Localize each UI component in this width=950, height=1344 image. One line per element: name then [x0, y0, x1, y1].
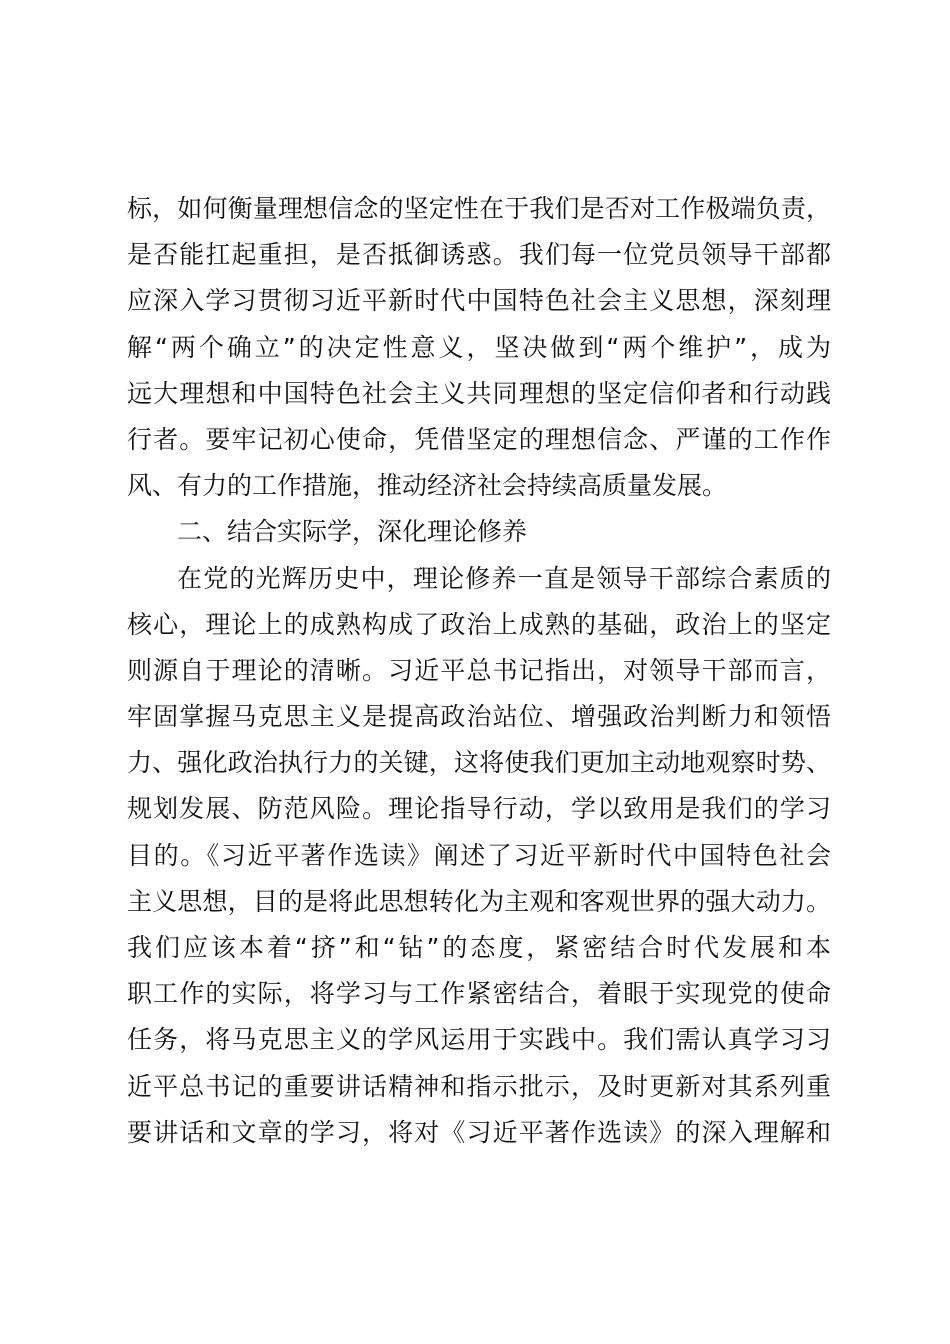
body-text [127, 186, 831, 1156]
text-line: 我们应该本着“挤”和“钻”的态度，紧密结合时代发展和本 [127, 933, 831, 962]
text-line: 规划发展、防范风险。理论指导行动，学以致用是我们的学习 [127, 794, 831, 824]
text-line: 要讲话和文章的学习，将对《习近平著作选读》的深入理解和 [127, 1117, 831, 1147]
text-line: 行者。要牢记初心使命，凭借坚定的理想信念、严谨的工作作 [127, 424, 831, 454]
text-line: 风、有力的工作措施，推动经济社会持续高质量发展。 [127, 471, 728, 501]
text-line: 职工作的实际，将学习与工作紧密结合，着眼于实现党的使命 [127, 979, 831, 1009]
text-line: 近平总书记的重要讲话精神和指示批示，及时更新对其系列重 [127, 1071, 831, 1101]
text-line: 则源自于理论的清晰。习近平总书记指出，对领导干部而言， [127, 655, 831, 685]
text-line: 任务，将马克思主义的学风运用于实践中。我们需认真学习习 [127, 1025, 831, 1055]
text-line: 主义思想，目的是将此思想转化为主观和客观世界的强大动力。 [127, 886, 831, 916]
text-line: 核心，理论上的成熟构成了政治上成熟的基础，政治上的坚定 [127, 609, 831, 639]
text-line: 远大理想和中国特色社会主义共同理想的坚定信仰者和行动践 [127, 378, 831, 408]
text-line: 标，如何衡量理想信念的坚定性在于我们是否对工作极端负责， [127, 194, 831, 223]
text-line: 应深入学习贯彻习近平新时代中国特色社会主义思想，深刻理 [127, 286, 831, 316]
text-line: 目的。《习近平著作选读》阐述了习近平新时代中国特色社会 [127, 840, 831, 870]
text-line: 在党的光辉历史中，理论修养一直是领导干部综合素质的 [177, 563, 831, 593]
text-line: 牢固掌握马克思主义是提高政治站位、增强政治判断力和领悟 [127, 702, 831, 732]
text-line: 力、强化政治执行力的关键，这将使我们更加主动地观察时势、 [127, 748, 831, 778]
section-heading: 二、结合实际学，深化理论修养 [177, 517, 528, 547]
text-line: 解“两个确立”的决定性意义，坚决做到“两个维护”，成为 [127, 332, 831, 362]
text-line: 是否能扛起重担，是否抵御诱惑。我们每一位党员领导干部都 [127, 240, 831, 270]
